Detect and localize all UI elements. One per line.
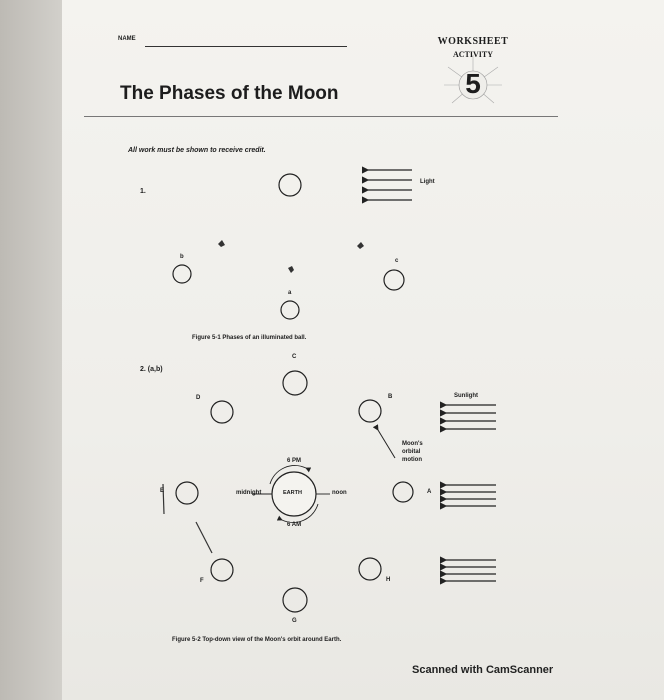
q2-orbit-arrow — [378, 430, 395, 458]
q2-moon-h — [359, 558, 381, 580]
q1-light-label: Light — [420, 179, 435, 185]
q1-light-ball — [279, 174, 301, 196]
q2-moon-b — [359, 400, 381, 422]
q2-midnight-label: midnight — [236, 490, 262, 496]
q2-sunlight-label: Sunlight — [454, 393, 478, 399]
page-title: The Phases of the Moon — [120, 83, 339, 104]
q2-earth-label: EARTH — [283, 490, 302, 496]
q2-label-b: B — [388, 394, 393, 400]
q2-label-e: E — [160, 488, 165, 494]
q2-pen-mark — [196, 522, 212, 553]
q2-moon-c — [283, 371, 307, 395]
q1-label-c: c — [395, 258, 399, 264]
q2-moon-a — [393, 482, 413, 502]
q2-moon-g — [283, 588, 307, 612]
q1-label-a: a — [288, 290, 292, 296]
q1-ink-mark-1 — [218, 240, 225, 247]
activity-label: ACTIVITY — [452, 50, 493, 59]
q1-label-b: b — [180, 254, 184, 260]
q2-label-c: C — [292, 354, 297, 360]
question-1-number: 1. — [140, 188, 146, 195]
q2-orbit-label-line: orbital — [402, 449, 421, 455]
activity-number: 5 — [465, 68, 481, 99]
name-label: NAME — [118, 36, 136, 42]
worksheet-title: WORKSHEET — [437, 36, 509, 47]
q1-ball-a — [281, 301, 299, 319]
q1-ink-mark-3 — [357, 242, 364, 249]
q1-ink-mark-2 — [288, 266, 294, 273]
q2-orbit-label-line: Moon's — [402, 441, 423, 447]
q2-label-a: A — [427, 489, 432, 495]
question-2-number: 2. (a,b) — [140, 366, 163, 373]
q1-ball-c — [384, 270, 404, 290]
q2-label-h: H — [386, 577, 391, 583]
q2-moon-e — [176, 482, 198, 504]
instructions: All work must be shown to receive credit. — [128, 147, 266, 154]
q2-time-6am: 6 AM — [287, 522, 302, 528]
q2-orbit-label — [402, 440, 423, 464]
q2-label-d: D — [196, 395, 201, 401]
q2-label-f: F — [200, 578, 204, 584]
scanner-watermark: Scanned with CamScanner — [412, 664, 554, 676]
q2-caption: Figure 5-2 Top-down view of the Moon's orbit around Earth. — [172, 637, 342, 643]
q2-orbit-label-line: motion — [402, 457, 422, 463]
q2-time-6pm: 6 PM — [287, 458, 302, 464]
q2-noon-label: noon — [332, 490, 347, 496]
q2-moon-f — [211, 559, 233, 581]
q1-caption: Figure 5-1 Phases of an illuminated ball. — [192, 335, 307, 341]
q2-moon-d — [211, 401, 233, 423]
q1-ball-b — [173, 265, 191, 283]
q2-label-g: G — [292, 618, 297, 624]
